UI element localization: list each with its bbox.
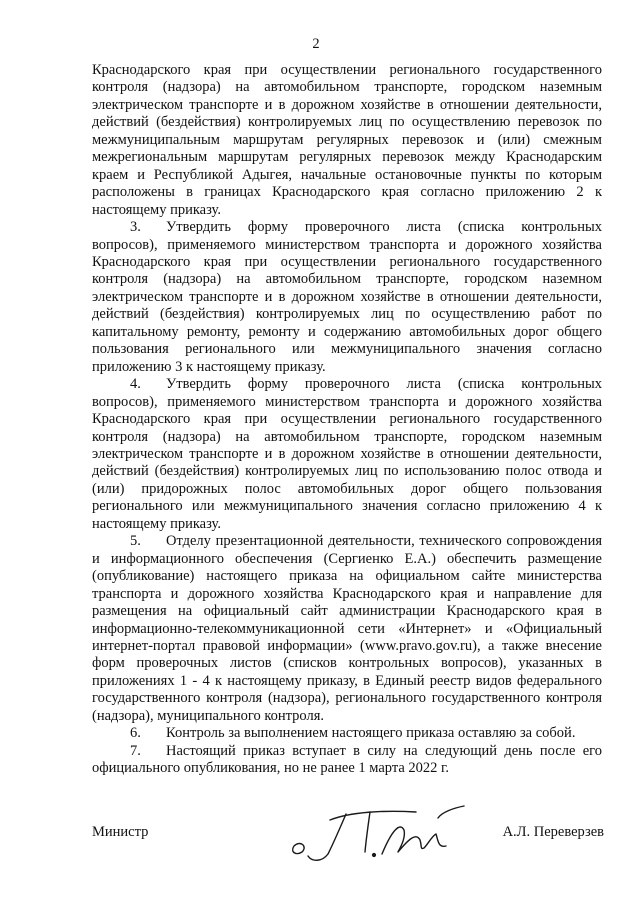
paragraph-number: 4. [130, 376, 141, 393]
paragraph-6 [92, 725, 602, 742]
paragraph-number: 5. [130, 533, 141, 550]
paragraph-2-continued [92, 62, 602, 219]
signatory-name: А.Л. Переверзев [502, 824, 604, 840]
paragraph-text: Отделу презентационной деятельности, технического сопровождения и информационного обеспечения (Сергиенко Е.А.) обеспечить размещение (опубликование) настоящего приказа на официальном сайте министерства транспорта и дорожного хозяйства Краснодарского края и направление для размещения на официальный сайт администрации Краснодарского края в информационно-телекоммуникационной сети «Интернет» и «Официальный интернет-портал правовой информации» (www.pravo.gov.ru), а также внесение форм проверочных листов (списков контрольных вопросов), указанных в приложениях 1 - 4 к настоящему приказу, в Единый реестр видов федерального государственного контроля (надзора), регионального государственного контроля (надзора), муниципального контроля. [92, 533, 602, 724]
paragraph-3 [92, 219, 602, 376]
paragraph-text: Настоящий приказ вступает в силу на следующий день после его официального опубликования, но не ранее 1 марта 2022 г. [92, 742, 602, 777]
paragraph-text: Контроль за выполнением настоящего приказа оставляю за собой. [166, 725, 576, 742]
paragraph-5 [92, 533, 602, 725]
paragraph-4 [92, 376, 602, 533]
paragraph-text: Утвердить форму проверочного листа (списка контрольных вопросов), применяемого министерством транспорта и дорожного хозяйства Краснодарского края при осуществлении регионального государственного контроля (надзора) на автомобильном транспорте, городском наземным электрическом транспорте и в дорожном хозяйстве в отношении деятельности, действий (бездействия) контролируемых лиц по использованию полос отвода и (или) придорожных полос автомобильных дорог общего пользования регионального или межмуниципального значения согласно приложению 4 к настоящему приказу. [92, 376, 602, 532]
page-number: 2 [312, 36, 320, 52]
signatory-title: Министр [92, 824, 149, 840]
paragraph-text: Краснодарского края при осуществлении регионального государственного контроля (надзора) на автомобильном транспорте, городском наземным электрическом транспорте и в дорожном хозяйстве в отношении деятельности, действий (бездействия) контролируемых лиц по осуществлению перевозок по межмуниципальным маршрутам регулярных перевозок и (или) смежным межрегиональным маршрутам регулярных перевозок между Краснодарским краем и Республикой Адыгея, начальные остановочные пункты по которым расположены в границах Краснодарского края согласно приложению 2 к настоящему приказу. [92, 62, 602, 218]
paragraph-number: 6. [130, 725, 141, 742]
paragraph-text: Утвердить форму проверочного листа (списка контрольных вопросов), применяемого министерством транспорта и дорожного хозяйства Краснодарского края при осуществлении регионального государственного контроля (надзора) на автомобильном транспорте, городском наземном электрическом транспорте и в дорожном хозяйстве в отношении деятельности, действий (бездействия) контролируемых лиц по осуществлению работ по капитальному ремонту, ремонту и содержанию автомобильных дорог общего пользования регионального или межмуниципального значения согласно приложению 3 к настоящему приказу. [92, 219, 602, 375]
handwritten-signature [288, 800, 478, 866]
paragraph-number: 7. [130, 742, 141, 759]
paragraph-7 [92, 743, 602, 778]
paragraph-number: 3. [130, 219, 141, 236]
signature-block [92, 800, 604, 870]
document-body [92, 62, 602, 778]
